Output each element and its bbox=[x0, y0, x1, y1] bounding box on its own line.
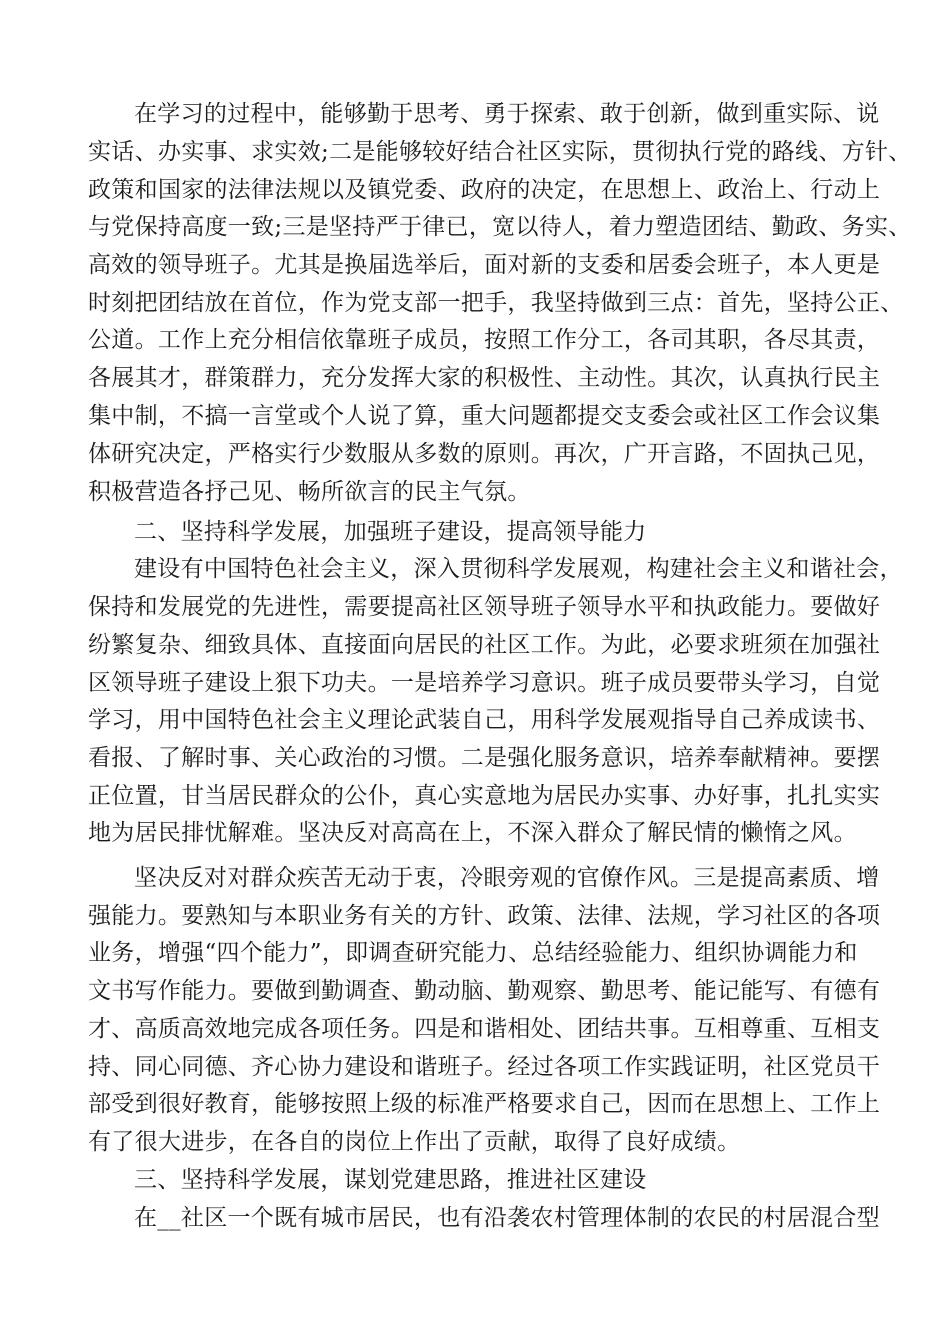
paragraph-line: 高效的领导班子。尤其是换届选举后，面对新的支委和居委会班子，本人更是 bbox=[88, 252, 881, 278]
paragraph-line: 业务，增强“四个能力”，即调查研究能力、总结经验能力、组织协调能力和 bbox=[88, 940, 858, 966]
paragraph-line: 积极营造各抒己见、畅所欲言的民主气氛。 bbox=[88, 479, 531, 505]
paragraph-line: 正位置，甘当居民群众的公仆，真心实意地为居民办实事、办好事，扎扎实实 bbox=[88, 783, 881, 809]
paragraph-line: 体研究决定，严格实行少数服从多数的原则。再次，广开言路，不固执己见， bbox=[88, 441, 881, 467]
paragraph-line: 看报、了解时事、关心政治的习惯。二是强化服务意识，培养奉献精神。要摆 bbox=[88, 745, 881, 771]
paragraph-line: 建设有中国特色社会主义，深入贯彻科学发展观，构建社会主义和谐社会， bbox=[134, 556, 903, 582]
paragraph-line: 保持和发展党的先进性，需要提高社区领导班子领导水平和执政能力。要做好 bbox=[88, 594, 881, 620]
section-heading: 三、坚持科学发展，谋划党建思路，推进社区建设 bbox=[134, 1167, 647, 1193]
paragraph-line: 坚决反对对群众疾苦无动于衷，冷眼旁观的官僚作风。三是提高素质、增 bbox=[134, 865, 880, 891]
paragraph-line: 学习，用中国特色社会主义理论武装自己，用科学发展观指导自己养成读书、 bbox=[88, 707, 881, 733]
paragraph-line: 时刻把团结放在首位，作为党支部一把手，我坚持做到三点：首先，坚持公正、 bbox=[88, 290, 904, 316]
paragraph-line: 有了很大进步，在各自的岗位上作出了贡献，取得了良好成绩。 bbox=[88, 1129, 741, 1155]
paragraph-line: 公道。工作上充分相信依靠班子成员，按照工作分工，各司其职，各尽其责， bbox=[88, 327, 881, 353]
paragraph-line: 持、同心同德、齐心协力建设和谐班子。经过各项工作实践证明，社区党员干 bbox=[88, 1054, 881, 1080]
paragraph-line: 实话、办实事、求实效;二是能够较好结合社区实际，贯彻执行党的路线、方针、 bbox=[88, 139, 912, 165]
section-heading: 二、坚持科学发展，加强班子建设，提高领导能力 bbox=[134, 519, 647, 545]
paragraph-line: 政策和国家的法律法规以及镇党委、政府的决定，在思想上、政治上、行动上 bbox=[88, 177, 881, 203]
paragraph-line: 才、高质高效地完成各项任务。四是和谐相处、团结共事。互相尊重、互相支 bbox=[88, 1016, 881, 1042]
paragraph-line: 区领导班子建设上狠下功夫。一是培养学习意识。班子成员要带头学习，自觉 bbox=[88, 670, 881, 696]
paragraph-line: 各展其才，群策群力，充分发挥大家的积极性、主动性。其次，认真执行民主 bbox=[88, 365, 881, 391]
paragraph-line: 与党保持高度一致;三是坚持严于律已，宽以待人，着力塑造团结、勤政、务实、 bbox=[88, 214, 912, 240]
paragraph-line: 强能力。要熟知与本职业务有关的方针、政策、法律、法规，学习社区的各项 bbox=[88, 903, 881, 929]
paragraph-line: 集中制，不搞一言堂或个人说了算，重大问题都提交支委会或社区工作会议集 bbox=[88, 403, 881, 429]
paragraph-line: 在__社区一个既有城市居民，也有沿袭农村管理体制的农民的村居混合型 bbox=[134, 1205, 880, 1231]
paragraph-line: 地为居民排忧解难。坚决反对高高在上，不深入群众了解民情的懒惰之风。 bbox=[88, 820, 857, 846]
paragraph-line: 纷繁复杂、细致具体、直接面向居民的社区工作。为此，必要求班须在加强社 bbox=[88, 632, 881, 658]
paragraph-line: 部受到很好教育，能够按照上级的标准严格要求自己，因而在思想上、工作上 bbox=[88, 1091, 881, 1117]
paragraph-line: 文书写作能力。要做到勤调查、勤动脑、勤观察、勤思考、能记能写、有德有 bbox=[88, 978, 881, 1004]
paragraph-line: 在学习的过程中，能够勤于思考、勇于探索、敢于创新，做到重实际、说 bbox=[134, 101, 880, 127]
